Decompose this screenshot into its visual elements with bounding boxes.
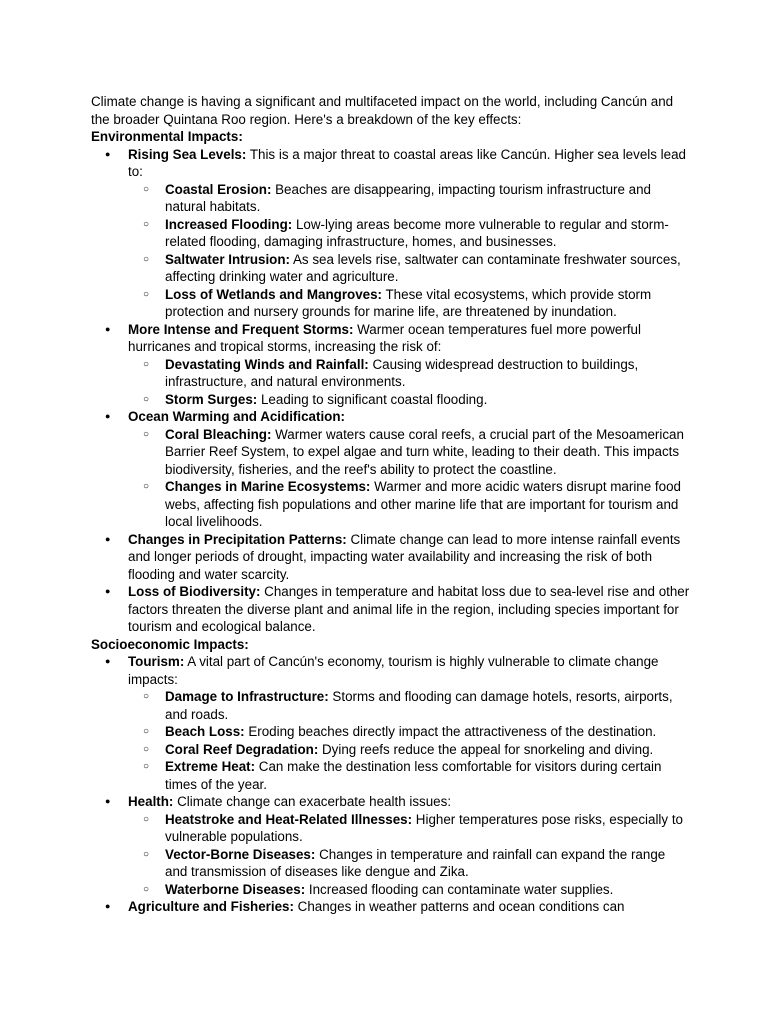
sublist-item bbox=[128, 286, 691, 321]
socioeconomic-impacts-list bbox=[91, 653, 691, 916]
item-term: Ocean Warming and Acidification: bbox=[128, 409, 346, 424]
list-item-storms bbox=[91, 321, 691, 409]
sublist bbox=[128, 688, 691, 793]
sublist-item bbox=[128, 251, 691, 286]
list-item-biodiversity bbox=[91, 583, 691, 636]
item-text: Eroding beaches directly impact the attractiveness of the destination. bbox=[244, 724, 657, 739]
item-term: Coral Reef Degradation: bbox=[165, 741, 319, 757]
environmental-impacts-heading: Environmental Impacts: bbox=[91, 129, 243, 144]
sublist-item bbox=[128, 688, 691, 723]
item-term: Changes in Precipitation Patterns: bbox=[128, 531, 347, 547]
item-term: Loss of Biodiversity: bbox=[128, 584, 261, 599]
environmental-impacts-list bbox=[91, 146, 691, 636]
item-text: Warmer and more acidic waters disrupt marine food webs, affecting fish populations and other marine life that are important for tourism and local livelihoods. bbox=[165, 479, 681, 529]
item-text: Changes in weather patterns and ocean conditions can bbox=[293, 899, 625, 914]
item-text: This is a major threat to coastal areas like Cancún. Higher sea levels lead to: bbox=[128, 146, 686, 179]
item-text: Dying reefs reduce the appeal for snorkeling and diving. bbox=[318, 741, 654, 757]
item-term: Agriculture and Fisheries: bbox=[128, 899, 294, 914]
sublist-item bbox=[128, 478, 691, 531]
item-text: Leading to significant coastal flooding. bbox=[257, 391, 488, 407]
item-text: Warmer waters cause coral reefs, a crucial part of the Mesoamerican Barrier Reef System, to expel algae and turn white, leading to their death. This impacts biodiversity, fisheries, and the reef's ability to protect the coastline. bbox=[165, 426, 684, 477]
item-term: Increased Flooding: bbox=[165, 216, 293, 232]
sublist bbox=[128, 356, 691, 409]
item-term: Tourism: bbox=[128, 654, 185, 669]
item-term: Heatstroke and Heat-Related Illnesses: bbox=[165, 811, 413, 827]
item-term: Damage to Infrastructure: bbox=[165, 689, 329, 704]
sublist bbox=[128, 811, 691, 899]
item-text: Higher temperatures pose risks, especially to vulnerable populations. bbox=[165, 811, 683, 844]
item-text: Changes in temperature and rainfall can expand the range and transmission of diseases like dengue and Zika. bbox=[165, 846, 666, 879]
intro-paragraph: Climate change is having a significant and multifaceted impact on the world, including Cancún and the broader Quintana Roo region. Here's a breakdown of the key effects: bbox=[91, 94, 674, 127]
list-item-tourism bbox=[91, 653, 691, 793]
list-item-rising-sea-levels bbox=[91, 146, 691, 321]
sublist-item bbox=[128, 846, 691, 881]
item-text: Warmer ocean temperatures fuel more powerful hurricanes and tropical storms, increasing the risk of: bbox=[128, 321, 641, 354]
sublist-item bbox=[128, 741, 691, 759]
item-term: Vector-Borne Diseases: bbox=[165, 846, 316, 862]
item-term: Saltwater Intrusion: bbox=[165, 251, 290, 267]
item-term: Changes in Marine Ecosystems: bbox=[165, 479, 371, 494]
sublist-item bbox=[128, 426, 691, 479]
item-term: Rising Sea Levels: bbox=[128, 146, 247, 162]
sublist-item bbox=[128, 881, 691, 899]
item-text: Storms and flooding can damage hotels, resorts, airports, and roads. bbox=[165, 689, 673, 722]
list-item-agriculture-fisheries bbox=[91, 898, 691, 916]
item-term: Loss of Wetlands and Mangroves: bbox=[165, 286, 383, 302]
socioeconomic-impacts-heading: Socioeconomic Impacts: bbox=[91, 636, 249, 652]
item-text: Beaches are disappearing, impacting tourism infrastructure and natural habitats. bbox=[165, 181, 652, 214]
item-term: Storm Surges: bbox=[165, 391, 258, 407]
document-page bbox=[91, 93, 691, 916]
item-term: Waterborne Diseases: bbox=[165, 881, 306, 897]
item-term: Health: bbox=[128, 794, 174, 809]
item-text: These vital ecosystems, which provide storm protection and nursery grounds for marine life, are threatened by inundation. bbox=[165, 286, 652, 319]
sublist-item bbox=[128, 356, 691, 391]
item-text: A vital part of Cancún's economy, tourism is highly vulnerable to climate change impacts: bbox=[128, 654, 659, 687]
sublist-item bbox=[128, 723, 691, 741]
list-item-health bbox=[91, 793, 691, 898]
item-term: Extreme Heat: bbox=[165, 759, 256, 774]
sublist-item bbox=[128, 758, 691, 793]
item-text: Climate change can exacerbate health issues: bbox=[173, 794, 452, 809]
sublist-item bbox=[128, 181, 691, 216]
item-text: Increased flooding can contaminate water supplies. bbox=[305, 881, 614, 897]
item-text: Low-lying areas become more vulnerable to regular and storm-related flooding, damaging infrastructure, homes, and businesses. bbox=[165, 216, 669, 249]
item-text: Climate change can lead to more intense rainfall events and longer periods of drought, impacting water availability and increasing the risk of both flooding and water scarcity. bbox=[128, 531, 681, 582]
item-term: Coral Bleaching: bbox=[165, 426, 272, 442]
item-term: Beach Loss: bbox=[165, 724, 245, 739]
item-term: Coastal Erosion: bbox=[165, 181, 272, 197]
list-item-ocean-warming bbox=[91, 408, 691, 531]
item-text: Changes in temperature and habitat loss due to sea-level rise and other factors threaten the diverse plant and animal life in the region, including species important for tourism and ecological balance. bbox=[128, 584, 690, 634]
sublist-item bbox=[128, 811, 691, 846]
sublist-item bbox=[128, 216, 691, 251]
list-item-precipitation bbox=[91, 531, 691, 584]
item-term: Devastating Winds and Rainfall: bbox=[165, 356, 369, 372]
item-text: Causing widespread destruction to buildings, infrastructure, and natural environments. bbox=[165, 356, 639, 389]
item-text: Can make the destination less comfortable for visitors during certain times of the year. bbox=[165, 759, 662, 792]
sublist-item bbox=[128, 391, 691, 409]
sublist bbox=[128, 181, 691, 321]
sublist bbox=[128, 426, 691, 531]
item-term: More Intense and Frequent Storms: bbox=[128, 321, 354, 337]
item-text: As sea levels rise, saltwater can contaminate freshwater sources, affecting drinking water and agriculture. bbox=[165, 251, 681, 284]
